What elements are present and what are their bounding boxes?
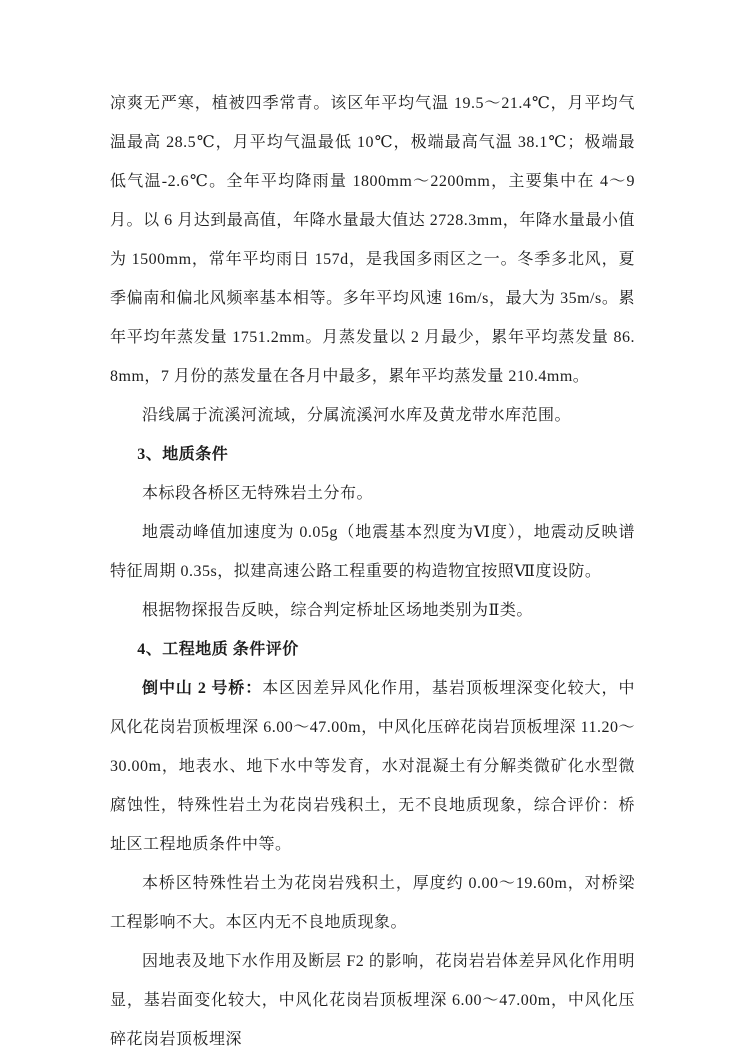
paragraph-watershed: 沿线属于流溪河流域，分属流溪河水库及黄龙带水库范围。 [142,407,572,424]
bridge-evaluation-text: 本区因差异风化作用，基岩顶板埋深变化较大，中风化花岗岩顶板埋深 6.00～47.00m，中风化压碎花岗岩顶板埋深 11.20～30.00m，地表水、地下水中等发育，水对混凝土有分解类微矿化水型微腐蚀性，特殊性岩土为花岗岩残积土，无不良地质现象，综合评价：桥址区工程地质条件中等。 [110,680,635,853]
document-content [110,84,635,1052]
bridge-name-lead: 倒中山 2 号桥： [142,680,263,697]
paragraph-seismic-parameters: 地震动峰值加速度为 0.05g（地震基本烈度为Ⅵ度），地震动反映谱特征周期 0.35s，拟建高速公路工程重要的构造物宜按照Ⅶ度设防。 [110,524,635,580]
heading-geology-conditions: 3、地质条件 [137,446,229,463]
paragraph-no-special-soil: 本标段各桥区无特殊岩土分布。 [142,485,374,502]
heading-engineering-geology-evaluation: 4、工程地质 条件评价 [137,641,299,658]
paragraph-fault-weathering: 因地表及地下水作用及断层 F2 的影响，花岗岩岩体差异风化作用明显，基岩面变化较大，中风化花岗岩顶板埋深 6.00～47.00m，中风化压碎花岗岩顶板埋深 [110,953,635,1048]
paragraph-bridge-evaluation [110,669,635,864]
paragraph-site-classification: 根据物探报告反映，综合判定桥址区场地类别为Ⅱ类。 [142,602,533,619]
paragraph-residual-soil: 本桥区特殊性岩土为花岗岩残积土，厚度约 0.00～19.60m，对桥梁工程影响不大。本区内无不良地质现象。 [110,875,635,931]
paragraph-climate-summary: 凉爽无严寒，植被四季常青。该区年平均气温 19.5～21.4℃，月平均气温最高 28.5℃，月平均气温最低 10℃，极端最高气温 38.1℃；极端最低气温-2.6℃。全年平均降雨量 1800mm～2200mm，主要集中在 4～9 月。以 6 月达到最高值，年降水量最大值达 2728.3mm，年降水量最小值为 1500mm，常年平均雨日 157d，是我国多雨区之一。冬季多北风，夏季偏南和偏北风频率基本相等。多年平均风速 16m/s，最大为 35m/s。累年平均年蒸发量 1751.2mm。月蒸发量以 2 月最少，累年平均蒸发量 86.8mm，7 月份的蒸发量在各月中最多，累年平均蒸发量 210.4mm。 [110,95,635,385]
